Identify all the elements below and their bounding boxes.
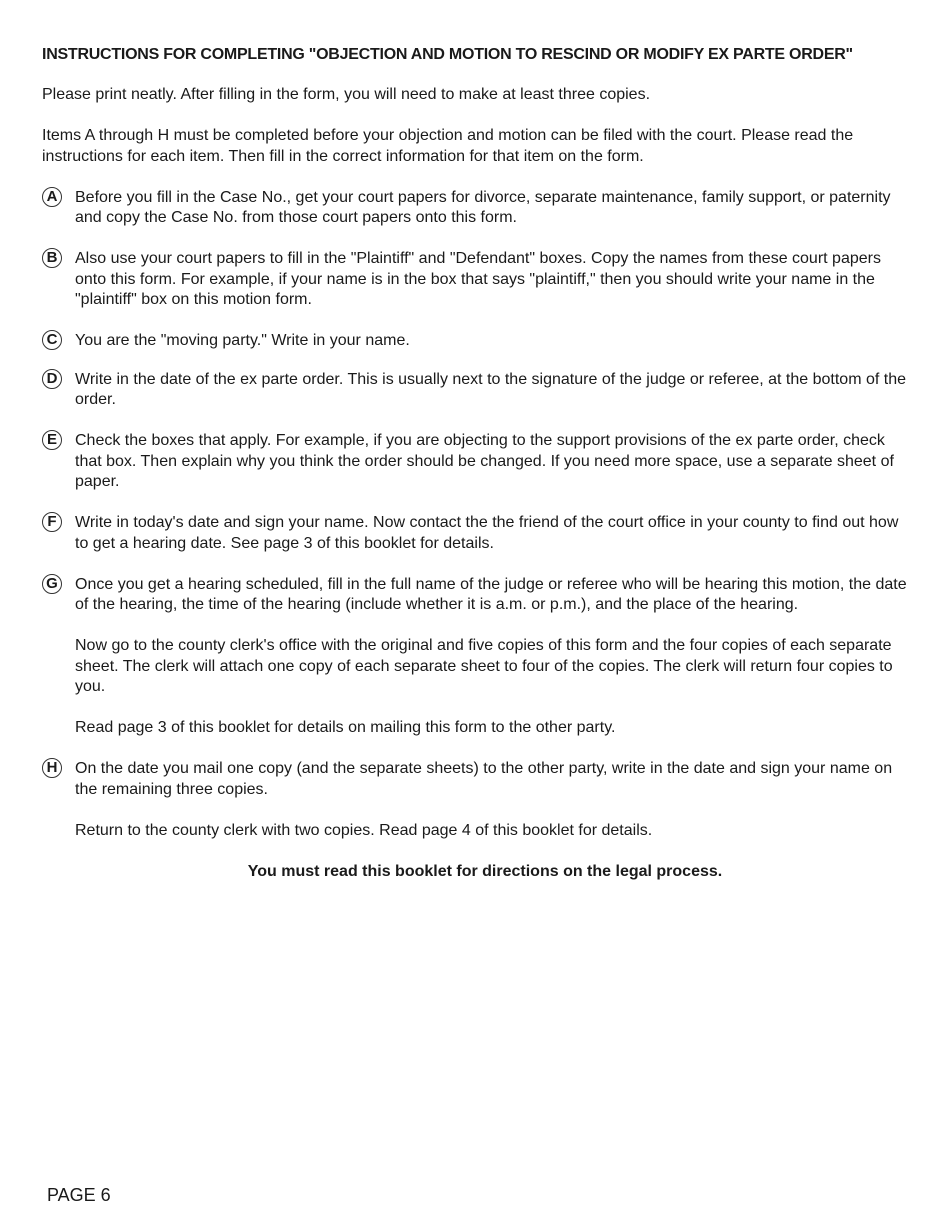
item-text: Now go to the county clerk's office with the original and five copies of this form and the four copies of each separate sheet. The clerk will attach one copy of each separate sheet to four of the copies. The clerk will return four copies to you. — [75, 637, 893, 695]
instruction-item-b — [42, 249, 912, 311]
instruction-item-g — [42, 575, 912, 739]
instruction-item-e — [42, 431, 912, 493]
instruction-item-f — [42, 513, 912, 554]
item-text: Return to the county clerk with two copies. Read page 4 of this booklet for details. — [75, 821, 653, 839]
item-letter-badge: D — [42, 369, 62, 389]
item-text: Write in today's date and sign your name. Now contact the the friend of the court office in your county to find out how to get a hearing date. See page 3 of this booklet for details. — [75, 514, 899, 552]
instruction-item-h — [42, 759, 912, 841]
item-text: Also use your court papers to fill in the "Plaintiff" and "Defendant" boxes. Copy the names from these court papers onto this form. For example, if your name is in the box that says "plaintiff," then you should write your name in the "plaintiff" box on this motion form. — [75, 250, 881, 308]
item-text: You are the "moving party." Write in your name. — [75, 332, 410, 349]
instruction-item-c — [42, 331, 912, 352]
item-letter-badge: A — [42, 187, 62, 207]
intro-paragraph: Items A through H must be completed before your objection and motion can be filed with the court. Please read the instructions for each item. Then fill in the correct information for that item on the form. — [42, 127, 854, 165]
instruction-item-d — [42, 370, 912, 411]
item-text: Write in the date of the ex parte order. This is usually next to the signature of the judge or referee, at the bottom of the order. — [75, 370, 907, 408]
item-letter-badge: B — [42, 248, 62, 268]
item-text: Read page 3 of this booklet for details on mailing this form to the other party. — [75, 719, 616, 736]
item-letter-badge: H — [42, 758, 62, 778]
instructions-page — [42, 44, 912, 882]
item-text: Once you get a hearing scheduled, fill in the full name of the judge or referee who will be hearing this motion, the date of the hearing, the time of the hearing (include whether it is a.m. or p.m.), and the place of the hearing. — [75, 575, 907, 613]
closing-note: You must read this booklet for directions on the legal process. — [247, 862, 723, 880]
item-letter-badge: G — [42, 574, 62, 594]
intro-paragraph: Please print neatly. After filling in the form, you will need to make at least three copies. — [42, 86, 651, 103]
instruction-item-a — [42, 188, 912, 229]
item-text: Before you fill in the Case No., get your court papers for divorce, separate maintenance, family support, or paternity and copy the Case No. from those court papers onto this form. — [75, 188, 891, 226]
page-title: INSTRUCTIONS FOR COMPLETING "OBJECTION AND MOTION TO RESCIND OR MODIFY EX PARTE ORDER" — [42, 46, 853, 63]
page-number: PAGE 6 — [47, 1185, 111, 1205]
item-letter-badge: F — [42, 512, 62, 532]
item-text: On the date you mail one copy (and the separate sheets) to the other party, write in the date and sign your name on the remaining three copies. — [75, 760, 893, 798]
item-letter-badge: C — [42, 330, 62, 350]
item-letter-badge: E — [42, 430, 62, 450]
item-text: Check the boxes that apply. For example, if you are objecting to the support provisions of the ex parte order, check that box. Then explain why you think the order should be changed. If you need more space, use a separate sheet of paper. — [75, 432, 894, 490]
